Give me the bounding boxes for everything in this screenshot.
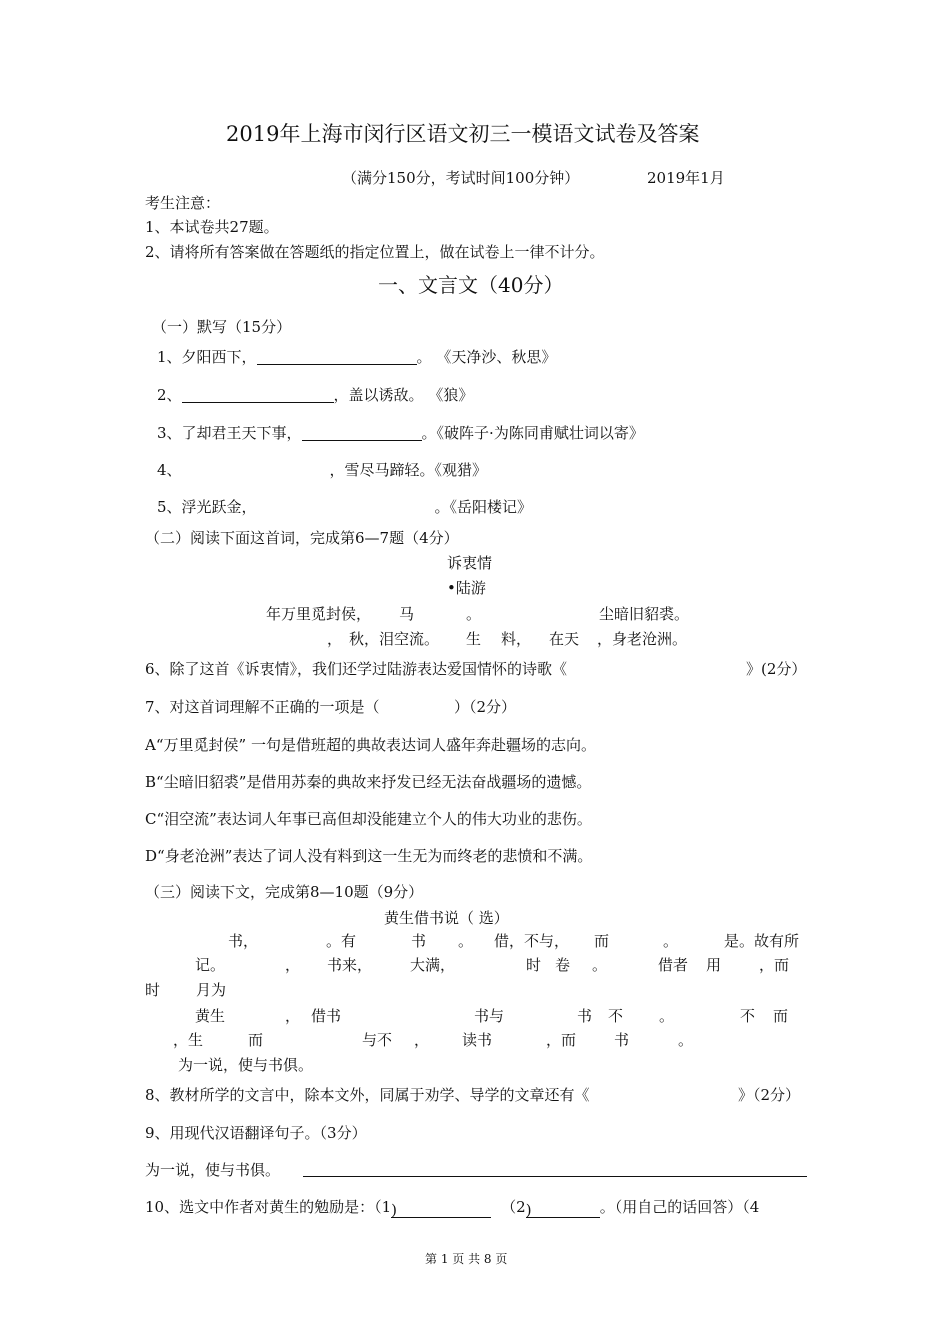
poem-line: 料，: [501, 630, 532, 648]
answer-blank[interactable]: [391, 1203, 491, 1218]
passage-text: ，: [285, 956, 301, 974]
passage-text: 。: [592, 956, 608, 974]
passage-text: 书: [577, 1007, 593, 1025]
passage-text: 借者: [658, 956, 689, 974]
question-9: 9、用现代汉语翻译句子。（3分）: [145, 1124, 367, 1142]
section-heading: 一、文言文（40分）: [378, 273, 564, 297]
poem-line: 马: [399, 605, 415, 623]
passage-text: 黄生: [195, 1007, 226, 1025]
passage-text: 。: [458, 932, 474, 950]
part-heading: （三）阅读下文，完成第8—10题（9分）: [145, 883, 424, 901]
passage-text: 月为: [196, 981, 227, 999]
question-text: 1、夕阳西下，: [157, 348, 257, 366]
passage-text: 借书: [311, 1007, 342, 1025]
passage-text: ，生: [173, 1031, 204, 1049]
passage-title: 黄生借书说（ 选）: [384, 909, 509, 927]
poem-line: ，身老沧洲。: [597, 630, 688, 648]
passage-text: 书: [614, 1031, 630, 1049]
passage-text: 时: [526, 956, 542, 974]
question-text: （2: [501, 1198, 526, 1216]
passage-text: 为一说，使与书俱。: [178, 1056, 314, 1074]
passage-text: 用: [706, 956, 722, 974]
passage-text: 借，不与，: [494, 932, 570, 950]
question-3: [157, 426, 644, 441]
question-text: 5、浮光跃金，: [157, 498, 257, 516]
passage-text: 书: [411, 932, 427, 950]
passage-text: 记。: [195, 956, 226, 974]
question-source: 。《岳阳楼记》: [434, 498, 533, 516]
passage-text: 是。故有所: [724, 932, 800, 950]
exam-info: （满分150分，考试时间100分钟）: [342, 169, 580, 187]
passage-text: 卷: [555, 956, 571, 974]
poem-line: 秋，泪空流。: [349, 630, 440, 648]
poem-line: ，: [327, 630, 343, 648]
question-1: [157, 350, 556, 365]
paren-close: ): [391, 1201, 397, 1219]
option-a: A“万里觅封侯” 一句是借班超的典故表达词人盛年奔赴疆场的志向。: [145, 736, 596, 754]
passage-text: 时: [145, 981, 161, 999]
passage-text: 而: [773, 1007, 789, 1025]
passage-text: ，而: [759, 956, 790, 974]
exam-date: 2019年1月: [647, 169, 725, 187]
question-7-end: ）（2分）: [454, 698, 517, 716]
part-heading: （二）阅读下面这首词，完成第6—7题（4分）: [145, 529, 459, 547]
translation-sentence: 为一说，使与书俱。: [145, 1161, 281, 1179]
question-8: 8、教材所学的文言中，除本文外，同属于劝学、导学的文章还有《: [145, 1086, 590, 1104]
question-4: [157, 463, 487, 478]
notice-item: 2、请将所有答案做在答题纸的指定位置上，做在试卷上一律不计分。: [145, 243, 605, 261]
part-heading: （一）默写（15分）: [152, 318, 292, 336]
option-c: C“泪空流”表达词人年事已高但却没能建立个人的伟大功业的悲伤。: [145, 810, 592, 828]
question-text: 3、了却君王天下事，: [157, 424, 302, 442]
question-text: 。（用自己的话回答）（4: [599, 1198, 760, 1216]
answer-blank[interactable]: [302, 426, 422, 441]
question-6-end: 》(2分）: [746, 660, 807, 678]
passage-text: 不: [740, 1007, 756, 1025]
question-text: 10、选文中作者对黄生的勉励是：（1: [145, 1198, 392, 1216]
passage-text: 。: [659, 1007, 675, 1025]
poem-line: 尘暗旧貂裘。: [599, 605, 690, 623]
question-text: 2、: [157, 386, 182, 404]
question-text: 4、: [157, 461, 182, 479]
answer-blank[interactable]: [526, 1203, 600, 1218]
question-10: [145, 1200, 759, 1218]
question-source: ，雪尽马蹄轻。《观猎》: [329, 461, 488, 479]
poem-line: 生: [466, 630, 482, 648]
page-title: 2019年上海市闵行区语文初三一模语文试卷及答案: [226, 122, 700, 146]
answer-line[interactable]: [303, 1176, 807, 1177]
passage-text: 而: [248, 1031, 264, 1049]
question-source: 。 《天净沙、秋思》: [416, 348, 557, 366]
notice-label: 考生注意：: [145, 194, 221, 212]
poem-line: 。: [466, 605, 482, 623]
passage-text: 书来，: [327, 956, 373, 974]
passage-text: 不: [608, 1007, 624, 1025]
poem-author: •陆游: [447, 579, 486, 597]
passage-text: 。: [678, 1031, 694, 1049]
passage-text: 与不: [362, 1031, 393, 1049]
question-8-end: 》（2分）: [738, 1086, 801, 1104]
passage-text: 。: [663, 932, 679, 950]
passage-text: 大满，: [410, 956, 456, 974]
answer-blank[interactable]: [257, 350, 417, 365]
passage-text: ，而: [546, 1031, 577, 1049]
poem-line: 年万里觅封侯，: [266, 605, 372, 623]
poem-line: 在天: [549, 630, 580, 648]
option-b: B“尘暗旧貂裘”是借用苏秦的典故来抒发已经无法奋战疆场的遗憾。: [145, 773, 592, 791]
passage-text: 而: [594, 932, 610, 950]
question-6: 6、除了这首《诉衷情》，我们还学过陆游表达爱国情怀的诗歌《: [145, 660, 568, 678]
option-d: D“身老沧洲”表达了词人没有料到这一生无为而终老的悲愤和不满。: [145, 847, 593, 865]
passage-text: 读书: [462, 1031, 493, 1049]
poem-title: 诉衷情: [447, 554, 493, 572]
question-source: 。《破阵子·为陈同甫赋壮词以寄》: [421, 424, 644, 442]
question-source: ，盖以诱敌。 《狼》: [333, 386, 474, 404]
notice-item: 1、本试卷共27题。: [145, 218, 279, 236]
passage-text: 。有: [326, 932, 357, 950]
passage-text: 书，: [228, 932, 259, 950]
answer-blank[interactable]: [182, 388, 334, 403]
passage-text: ，: [285, 1007, 301, 1025]
page-number: 第 1 页 共 8 页: [425, 1252, 508, 1266]
question-7: 7、对这首词理解不正确的一项是（: [145, 698, 380, 716]
passage-text: ，: [414, 1031, 430, 1049]
paren-close: ): [525, 1201, 532, 1219]
question-2: [157, 388, 473, 403]
question-5: [157, 500, 532, 515]
passage-text: 书与: [474, 1007, 505, 1025]
